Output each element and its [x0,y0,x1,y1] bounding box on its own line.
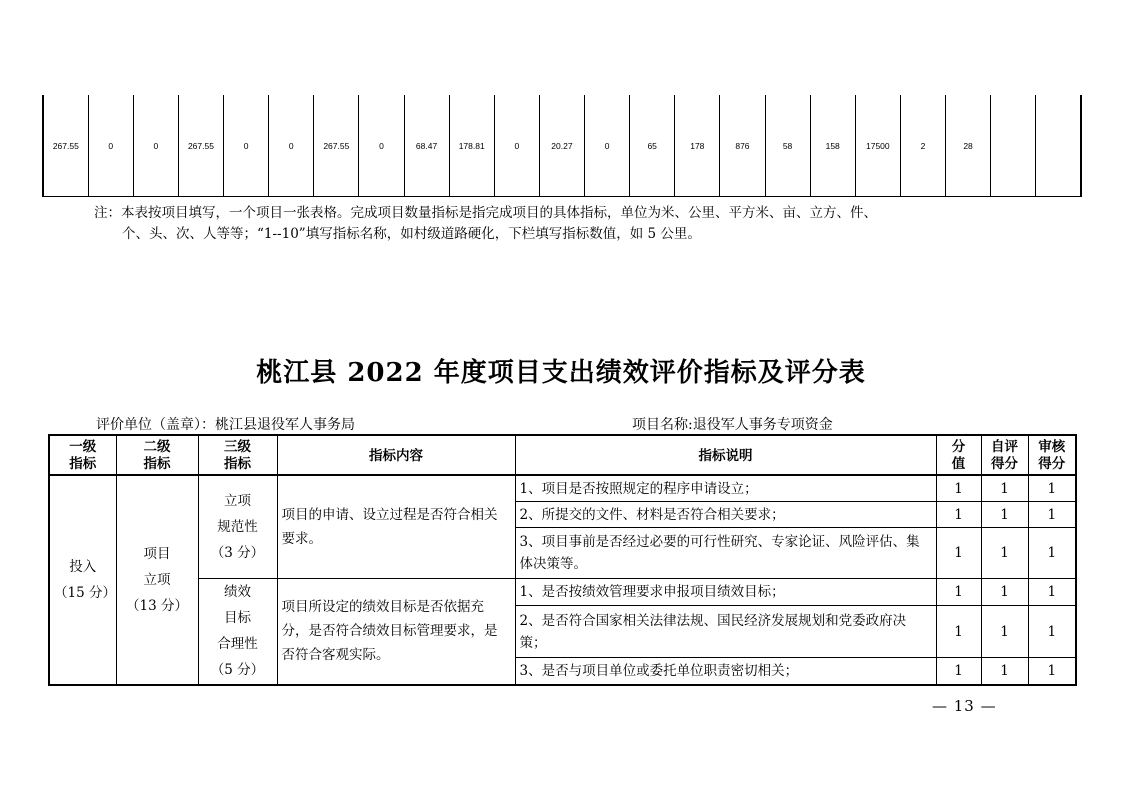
level2-cell: 项目 立项 （13 分） [116,475,198,685]
self-score-cell: 1 [981,475,1028,501]
description-cell: 2、是否符合国家相关法律法规、国民经济发展规划和党委政府决策； [515,606,936,658]
score-cell: 1 [936,528,981,579]
table-cell: 0 [494,95,539,197]
audit-score-cell: 1 [1028,578,1076,605]
header-level2: 二级 指标 [116,435,198,475]
table-header-row [49,435,1076,475]
audit-score-cell: 1 [1028,528,1076,579]
header-audit-score: 审核 得分 [1028,435,1076,475]
audit-score-cell: 1 [1028,475,1076,501]
score-cell: 1 [936,658,981,685]
header-content: 指标内容 [277,435,515,475]
audit-score-cell: 1 [1028,606,1076,658]
table-row [43,95,1081,197]
page-title: 桃江县 2022 年度项目支出绩效评价指标及评分表 [256,358,866,388]
header-level3: 三级 指标 [198,435,277,475]
table-cell [1036,95,1081,197]
level1-cell: 投入 （15 分） [49,475,116,685]
level3-cell: 立项 规范性 （3 分） [198,475,277,578]
table-cell: 178 [675,95,720,197]
table-cell: 58 [765,95,810,197]
self-score-cell: 1 [981,578,1028,605]
description-cell: 2、所提交的文件、材料是否符合相关要求； [515,502,936,528]
evaluation-table [48,434,1075,686]
note-line-2: 个、头、次、人等等；“1--10”填写指标名称，如村级道路硬化，下栏填写指标数值，如 5 公里。 [122,226,701,242]
level3-cell: 绩效 目标 合理性 （5 分） [198,578,277,685]
content-cell: 项目的申请、设立过程是否符合相关要求。 [277,475,515,578]
description-cell: 1、是否按绩效管理要求申报项目绩效目标； [515,578,936,605]
project-name: 项目名称:退役军人事务专项资金 [632,417,833,433]
note-line-1: 注：本表按项目填写，一个项目一张表格。完成项目数量指标是指完成项目的具体指标，单位为米、公里、平方米、亩、立方、件、 [94,205,877,221]
self-score-cell: 1 [981,606,1028,658]
description-cell: 3、项目事前是否经过必要的可行性研究、专家论证、风险评估、集体决策等。 [515,528,936,579]
table-cell: 0 [269,95,314,197]
header-score: 分 值 [936,435,981,475]
self-score-cell: 1 [981,528,1028,579]
score-cell: 1 [936,475,981,501]
content-cell: 项目所设定的绩效目标是否依据充分，是否符合绩效目标管理要求，是否符合客观实际。 [277,578,515,685]
header-self-score: 自评 得分 [981,435,1028,475]
table-note [94,203,1054,245]
table-cell: 17500 [855,95,900,197]
evaluation-unit: 评价单位（盖章）：桃江县退役军人事务局 [96,417,355,433]
table-cell: 0 [88,95,133,197]
table-cell: 876 [720,95,765,197]
table-cell: 267.55 [43,95,88,197]
table-cell: 178.81 [449,95,494,197]
description-cell: 3、是否与项目单位或委托单位职责密切相关； [515,658,936,685]
table-cell: 65 [630,95,675,197]
description-cell: 1、项目是否按照规定的程序申请设立； [515,475,936,501]
table-cell: 0 [224,95,269,197]
table-cell: 20.27 [539,95,584,197]
table-cell [991,95,1036,197]
header-description: 指标说明 [515,435,936,475]
table-cell: 0 [585,95,630,197]
table-cell: 158 [810,95,855,197]
self-score-cell: 1 [981,658,1028,685]
audit-score-cell: 1 [1028,658,1076,685]
table-cell: 0 [359,95,404,197]
table-cell: 267.55 [314,95,359,197]
table-cell: 0 [133,95,178,197]
table-cell: 267.55 [178,95,223,197]
table-cell: 2 [900,95,945,197]
table-row [49,578,1076,605]
self-score-cell: 1 [981,502,1028,528]
audit-score-cell: 1 [1028,502,1076,528]
table-cell: 68.47 [404,95,449,197]
score-cell: 1 [936,502,981,528]
header-level1: 一级 指标 [49,435,116,475]
output-indicator-table [42,95,1082,197]
table-row [49,475,1076,501]
score-cell: 1 [936,606,981,658]
score-cell: 1 [936,578,981,605]
table-cell: 28 [946,95,991,197]
page-number: — 13 — [932,697,997,715]
